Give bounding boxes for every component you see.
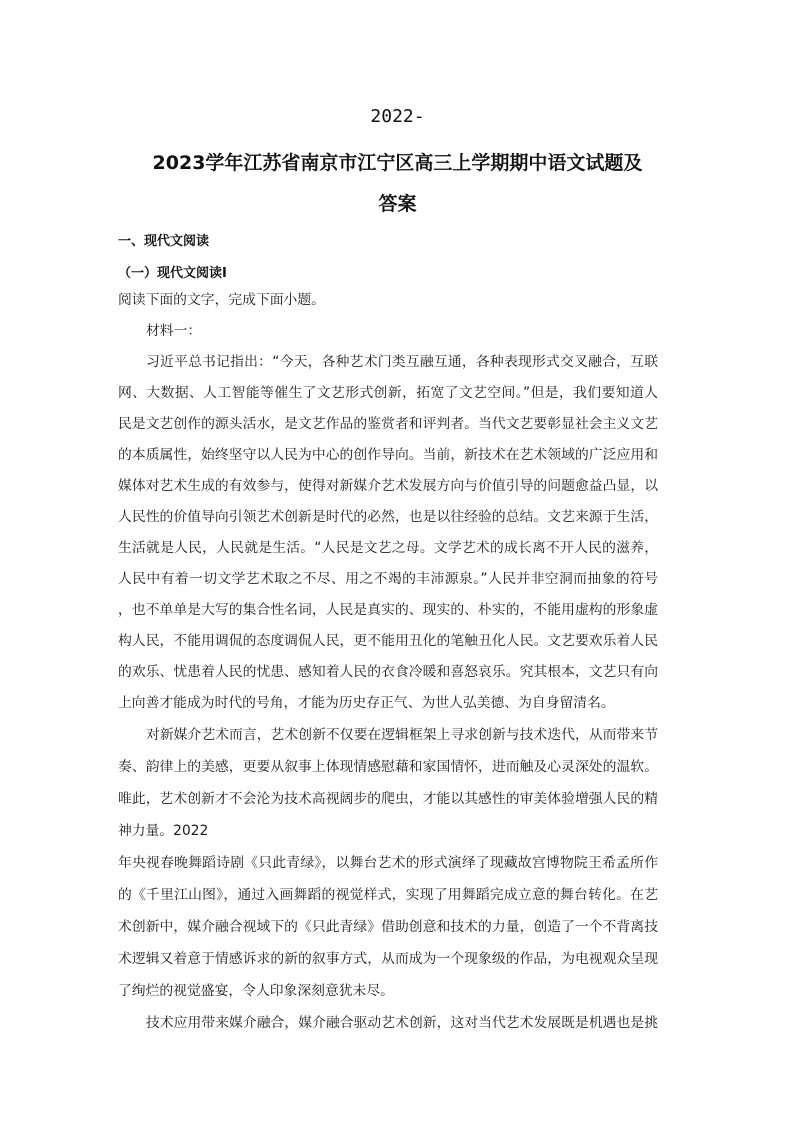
body-line: 神力量。2022	[118, 823, 209, 839]
body-line: 人民性的价值导向引领艺术创新是时代的必然，也是以往经验的总结。文艺来源于生活，	[118, 509, 658, 525]
body-line: 生活就是人民，人民就是生活。“人民是文艺之母。文学艺术的成长离不开人民的滋养，	[118, 540, 658, 556]
body-line: 唯此，艺术创新才不会沦为技术高视阔步的爬虫，才能以其感性的审美体验增强人民的精	[118, 791, 658, 807]
title-line-2: 2023学年江苏省南京市江宁区高三上学期期中语文试题及	[152, 152, 643, 174]
body-line: 术逻辑又着意于情感诉求的新的叙事方式，从而成为一个现象级的作品，为电视观众呈现	[118, 951, 658, 967]
body-line: 习近平总书记指出：“今天，各种艺术门类互融互通，各种表现形式交叉融合，互联	[146, 354, 658, 370]
body-line: 的欢乐、忧患着人民的忧患、感知着人民的衣食冷暖和喜怒哀乐。究其根本，文艺只有向	[118, 664, 658, 680]
title-line-1: 2022-	[370, 106, 425, 127]
title-line-3: 答案	[378, 193, 417, 215]
body-line: 的本质属性，始终坚守以人民为中心的创作导向。当前，新技术在艺术领域的广泛应用和	[118, 447, 658, 463]
subsection-heading: （一）现代文阅读Ⅰ	[118, 266, 227, 281]
body-line: 年央视春晚舞蹈诗剧《只此青绿》，以舞台艺术的形式演绎了现藏故宫博物院王希孟所作	[118, 855, 658, 871]
body-line: 民是文艺创作的源头活水，是文艺作品的鉴赏者和评判者。当代文艺要彰显社会主义文艺	[118, 416, 658, 432]
body-line: 技术应用带来媒介融合，媒介融合驱动艺术创新，这对当代艺术发展既是机遇也是挑	[146, 1015, 658, 1031]
body-line: 的《千里江山图》，通过入画舞蹈的视觉样式，实现了用舞蹈完成立意的舞台转化。在艺	[118, 887, 658, 903]
body-line: 媒体对艺术生成的有效参与，使得对新媒介艺术发展方向与价值引导的问题愈益凸显，以	[118, 478, 658, 494]
body-line: 构人民，不能用调侃的态度调侃人民，更不能用丑化的笔触丑化人民。文艺要欢乐着人民	[118, 633, 658, 649]
body-line: 奏、韵律上的美感，更要从叙事上体现情感慰藉和家国情怀，进而触及心灵深处的温软。	[118, 759, 658, 775]
body-line: 人民中有着一切文学艺术取之不尽、用之不竭的丰沛源泉。”人民并非空洞而抽象的符号	[118, 571, 658, 587]
body-line: 对新媒介艺术而言，艺术创新不仅要在逻辑框架上寻求创新与技术迭代，从而带来节	[146, 727, 658, 743]
section-heading: 一、现代文阅读	[118, 234, 210, 249]
instruction-line: 阅读下面的文字，完成下面小题。	[118, 292, 325, 308]
body-line: 了绚烂的视觉盛宴，令人印象深刻意犹未尽。	[118, 983, 394, 999]
body-line: 上向善才能成为时代的号角，才能为历史存正气、为世人弘美德、为自身留清名。	[118, 695, 615, 711]
body-line: ，也不单单是大写的集合性名词，人民是真实的、现实的、朴实的，不能用虚构的形象虚	[118, 602, 658, 618]
body-line: 术创新中，媒介融合视域下的《只此青绿》借助创意和技术的力量，创造了一个不背离技	[118, 919, 658, 935]
body-line: 网、大数据、人工智能等催生了文艺形式创新，拓宽了文艺空间。”但是，我们要知道人	[118, 385, 658, 401]
material-label: 材料一：	[146, 323, 202, 339]
